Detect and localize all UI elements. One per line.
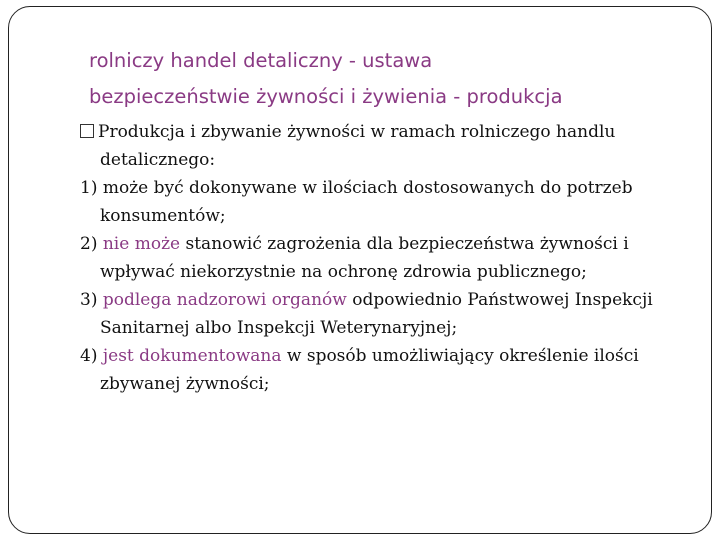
item-number: 4) bbox=[80, 346, 98, 366]
item-highlight: nie może bbox=[102, 234, 181, 254]
slide-body bbox=[80, 118, 680, 398]
intro-paragraph bbox=[80, 118, 680, 174]
item-number: 2) bbox=[80, 234, 98, 254]
list-item-4 bbox=[80, 342, 680, 398]
list-item-3 bbox=[80, 286, 680, 342]
title-line-1: rolniczy handel detaliczny - ustawa bbox=[89, 49, 433, 72]
item-number: 3) bbox=[80, 290, 98, 310]
item-text: może być dokonywane w ilościach dostosowanych do potrzeb konsumentów; bbox=[100, 178, 633, 226]
list-item-2 bbox=[80, 230, 680, 286]
item-text: odpowiednio Państwowej Inspekcji Sanitarnej albo Inspekcji Weterynaryjnej; bbox=[100, 290, 653, 338]
list-item-1 bbox=[80, 174, 680, 230]
item-text: stanowić zagrożenia dla bezpieczeństwa żywności i wpływać niekorzystnie na ochronę zdrowia publicznego; bbox=[100, 234, 629, 282]
title-line-2: bezpieczeństwie żywności i żywienia - produkcja bbox=[89, 85, 563, 108]
item-highlight: jest dokumentowana bbox=[102, 346, 282, 366]
checkbox-bullet-icon bbox=[80, 124, 94, 138]
item-number: 1) bbox=[80, 178, 98, 198]
intro-text: Produkcja i zbywanie żywności w ramach rolniczego handlu detalicznego: bbox=[98, 122, 616, 170]
slide-title bbox=[89, 43, 689, 115]
item-highlight: podlega nadzorowi organów bbox=[102, 290, 347, 310]
item-text: w sposób umożliwiający określenie ilości zbywanej żywności; bbox=[100, 346, 639, 394]
